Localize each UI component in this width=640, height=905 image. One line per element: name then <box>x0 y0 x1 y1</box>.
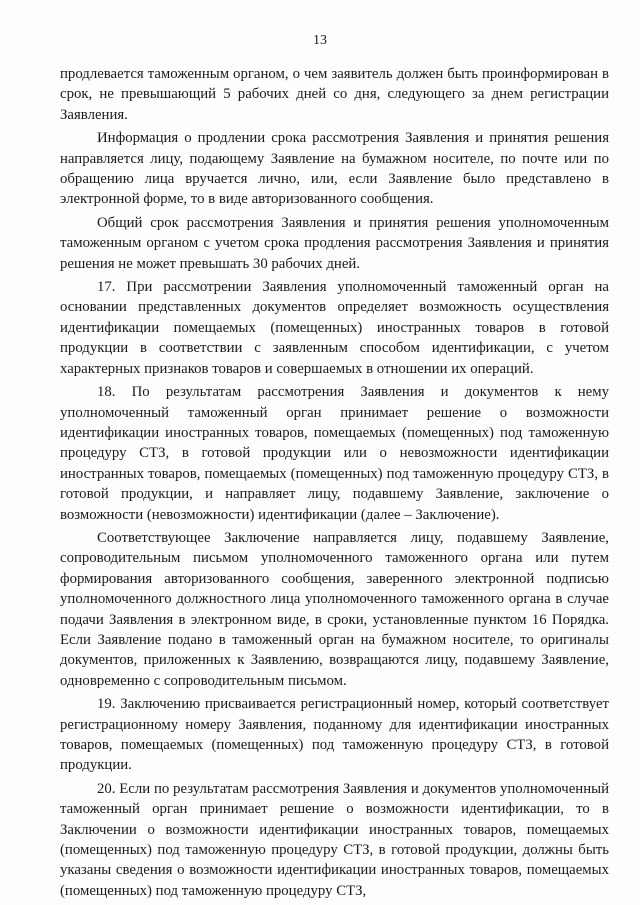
document-body <box>60 64 609 904</box>
paragraph-item-20: 20. Если по результатам рассмотрения Заявления и документов уполномоченный таможенный орган принимает решение о возможности идентификации, то в Заключении о возможности идентификации иностранных товаров, помещаемых (помещенных) под таможенную процедуру СТЗ, в готовой продукции, должны быть указаны сведения о возможности идентификации иностранных товаров, помещаемых (помещенных) под таможенную процедуру СТЗ, <box>60 780 609 899</box>
paragraph-extension-notice: Информация о продлении срока рассмотрения Заявления и принятия решения направляется лицу, подающему Заявление на бумажном носителе, по почте или по обращению лица вручается лично, или, если Заявление было представлено в электронной форме, то в виде авторизованного сообщения. <box>60 130 609 208</box>
paragraph-item-19: 19. Заключению присваивается регистрационный номер, который соответствует регистрационному номеру Заявления, поданному для идентификации иностранных товаров, помещаемых (помещенных) под таможенную процедуру СТЗ, в готовой продукции. <box>60 696 609 774</box>
paragraph-conclusion-sending: Соответствующее Заключение направляется лицу, подавшему Заявление, сопроводительным письмом уполномоченного таможенного органа или путем формирования авторизованного сообщения, заверенного электронной подписью уполномоченного должностного лица уполномоченного таможенного органа в случае подачи Заявления в электронном виде, в сроки, установленные пунктом 16 Порядка. Если Заявление подано в таможенный орган на бумажном носителе, то оригиналы документов, приложенных к Заявлению, возвращаются лицу, подавшему Заявление, одновременно с сопроводительным письмом. <box>60 529 609 689</box>
paragraph-total-term: Общий срок рассмотрения Заявления и принятия решения уполномоченным таможенным органом с учетом срока продления рассмотрения Заявления и принятия решения не может превышать 30 рабочих дней. <box>60 214 609 272</box>
paragraph-continuation: продлевается таможенным органом, о чем заявитель должен быть проинформирован в срок, не превышающий 5 рабочих дней со дня, следующего за днем регистрации Заявления. <box>60 66 609 123</box>
page-number: 13 <box>313 33 327 48</box>
paragraph-item-17: 17. При рассмотрении Заявления уполномоченный таможенный орган на основании представленных документов определяет возможность осуществления идентификации помещаемых (помещенных) иностранных товаров в готовой продукции в соответствии с заявленным способом идентификации, с учетом характерных признаков товаров и совершаемых в отношении их операций. <box>60 279 609 377</box>
paragraph-item-18: 18. По результатам рассмотрения Заявления и документов к нему уполномоченный таможенный орган принимает решение о возможности идентификации иностранных товаров, помещаемых (помещенных) под таможенную процедуру СТЗ, в готовой продукции или о невозможности идентификации иностранных товаров, помещаемых (помещенных) под таможенную процедуру СТЗ, в готовой продукции, и направляет лицу, подавшему Заявление, заключение о возможности (невозможности) идентификации (далее – Заключение). <box>60 384 609 523</box>
